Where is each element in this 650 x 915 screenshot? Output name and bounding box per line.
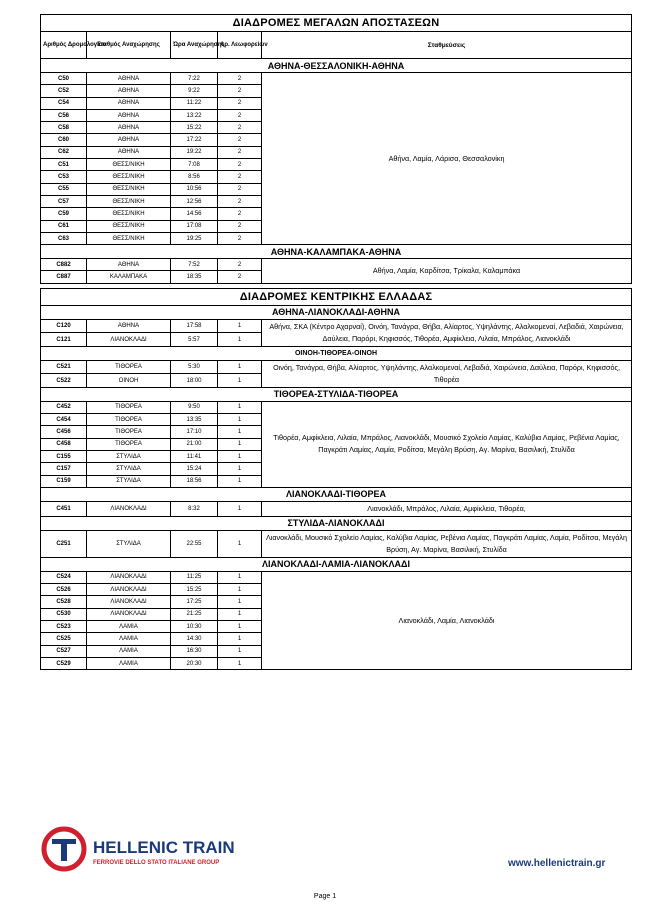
bus-count: 2 xyxy=(218,97,262,109)
route-code: C525 xyxy=(41,633,87,645)
main-title-row xyxy=(41,288,632,305)
timetable-row xyxy=(41,401,632,413)
bus-count: 1 xyxy=(218,414,262,426)
route-code: C56 xyxy=(41,109,87,121)
bus-count: 1 xyxy=(218,319,262,333)
section-title: ΛΙΑΝΟΚΛΑΔΙ-ΛΑΜΙΑ-ΛΙΑΝΟΚΛΑΔΙ xyxy=(41,557,632,571)
departure-station: ΣΤΥΛΙΔΑ xyxy=(87,475,171,487)
departure-time: 14:30 xyxy=(171,633,218,645)
bus-count: 2 xyxy=(218,85,262,97)
departure-time: 7:08 xyxy=(171,159,218,171)
route-code: C521 xyxy=(41,360,87,374)
timetable-row xyxy=(41,319,632,333)
section-group-title: ΔΙΑΔΡΟΜΕΣ ΚΕΝΤΡΙΚΗΣ ΕΛΛΑΔΑΣ xyxy=(41,288,632,305)
bus-count: 1 xyxy=(218,475,262,487)
route-code: C62 xyxy=(41,146,87,158)
route-code: C523 xyxy=(41,621,87,633)
route-code: C251 xyxy=(41,530,87,557)
bus-count: 2 xyxy=(218,171,262,183)
departure-station: ΛΙΑΝΟΚΛΑΔΙ xyxy=(87,501,171,516)
departure-time: 11:25 xyxy=(171,571,218,583)
route-code: C59 xyxy=(41,208,87,220)
departure-time: 13:35 xyxy=(171,414,218,426)
route-code: C882 xyxy=(41,259,87,271)
departure-time: 20:30 xyxy=(171,657,218,669)
bus-count: 1 xyxy=(218,584,262,596)
departure-time: 13:22 xyxy=(171,109,218,121)
departure-station: ΑΘΗΝΑ xyxy=(87,97,171,109)
departure-station: ΛΑΜΙΑ xyxy=(87,657,171,669)
timetable-row xyxy=(41,259,632,271)
bus-count: 1 xyxy=(218,621,262,633)
route-code: C57 xyxy=(41,195,87,207)
departure-station: ΑΘΗΝΑ xyxy=(87,146,171,158)
departure-time: 19:22 xyxy=(171,146,218,158)
route-code: C452 xyxy=(41,401,87,413)
timetable-row xyxy=(41,73,632,85)
departure-station: ΑΘΗΝΑ xyxy=(87,122,171,134)
col-header-route: Αριθμός Δρομολογίου xyxy=(41,32,87,59)
departure-time: 14:56 xyxy=(171,208,218,220)
bus-count: 2 xyxy=(218,73,262,85)
route-code: C157 xyxy=(41,463,87,475)
route-code: C53 xyxy=(41,171,87,183)
bus-count: 1 xyxy=(218,333,262,347)
timetable-row xyxy=(41,571,632,583)
section-title: ΣΤΥΛΙΔΑ-ΛΙΑΝΟΚΛΑΔΙ xyxy=(41,516,632,530)
column-header-row xyxy=(41,32,632,59)
route-code: C451 xyxy=(41,501,87,516)
departure-station: ΛΙΑΝΟΚΛΑΔΙ xyxy=(87,584,171,596)
bus-count: 2 xyxy=(218,195,262,207)
section-title: ΛΙΑΝΟΚΛΑΔΙ-ΤΙΘΟΡΕΑ xyxy=(41,487,632,501)
route-code: C529 xyxy=(41,657,87,669)
route-code: C887 xyxy=(41,271,87,283)
col-header-stations: Σταθμεύσεις xyxy=(262,32,632,59)
departure-time: 10:56 xyxy=(171,183,218,195)
bus-count: 1 xyxy=(218,608,262,620)
departure-station: ΛΙΑΝΟΚΛΑΔΙ xyxy=(87,571,171,583)
route-code: C52 xyxy=(41,85,87,97)
departure-time: 8:32 xyxy=(171,501,218,516)
bus-count: 2 xyxy=(218,259,262,271)
timetable-row xyxy=(41,530,632,557)
departure-station: ΘΕΣΣ/ΝΙΚΗ xyxy=(87,208,171,220)
route-code: C51 xyxy=(41,159,87,171)
route-code: C55 xyxy=(41,183,87,195)
departure-station: ΤΙΘΟΡΕΑ xyxy=(87,426,171,438)
hellenic-train-logo-icon xyxy=(41,826,261,872)
departure-station: ΟΙΝΟΗ xyxy=(87,374,171,388)
route-code: C527 xyxy=(41,645,87,657)
bus-count: 2 xyxy=(218,208,262,220)
bus-count: 1 xyxy=(218,645,262,657)
route-code: C120 xyxy=(41,319,87,333)
section-title: ΑΘΗΝΑ-ΚΑΛΑΜΠΑΚΑ-ΑΘΗΝΑ xyxy=(41,245,632,259)
stations-list: Οινόη, Τανάγρα, Θήβα, Αλίαρτος, Υψηλάντης, Αλαλκομεναί, Λεβαδιά, Χαιρώνεια, Δαύλεια, Παρόρι, Κηφισσός, Τιθορέα xyxy=(262,360,632,387)
route-code: C54 xyxy=(41,97,87,109)
bus-count: 1 xyxy=(218,401,262,413)
departure-time: 11:22 xyxy=(171,97,218,109)
section-title-row xyxy=(41,516,632,530)
bus-count: 1 xyxy=(218,571,262,583)
departure-time: 18:35 xyxy=(171,271,218,283)
departure-time: 21:00 xyxy=(171,438,218,450)
route-code: C530 xyxy=(41,608,87,620)
bus-count: 2 xyxy=(218,220,262,232)
departure-station: ΛΙΑΝΟΚΛΑΔΙ xyxy=(87,596,171,608)
page-number: Page 1 xyxy=(313,893,337,900)
bus-count: 2 xyxy=(218,146,262,158)
timetable-row xyxy=(41,360,632,374)
departure-time: 11:41 xyxy=(171,450,218,462)
departure-station: ΤΙΘΟΡΕΑ xyxy=(87,360,171,374)
section-title-row xyxy=(41,346,632,360)
departure-time: 9:50 xyxy=(171,401,218,413)
bus-count: 1 xyxy=(218,596,262,608)
page-title-row xyxy=(41,15,632,32)
bus-count: 2 xyxy=(218,122,262,134)
section-title-row xyxy=(41,59,632,73)
departure-time: 17:10 xyxy=(171,426,218,438)
bus-count: 1 xyxy=(218,450,262,462)
bus-count: 1 xyxy=(218,374,262,388)
departure-time: 7:22 xyxy=(171,73,218,85)
departure-time: 5:57 xyxy=(171,333,218,347)
timetable xyxy=(40,14,632,670)
departure-time: 15:22 xyxy=(171,122,218,134)
departure-station: ΣΤΥΛΙΔΑ xyxy=(87,450,171,462)
departure-time: 15:24 xyxy=(171,463,218,475)
departure-time: 9:22 xyxy=(171,85,218,97)
section-title-row xyxy=(41,557,632,571)
route-code: C50 xyxy=(41,73,87,85)
section-title: ΑΘΗΝΑ-ΛΙΑΝΟΚΛΑΔΙ-ΑΘΗΝΑ xyxy=(41,305,632,319)
col-header-buses: Αρ. Λεωφορείων xyxy=(218,32,262,59)
departure-time: 19:25 xyxy=(171,232,218,244)
bus-count: 2 xyxy=(218,232,262,244)
route-code: C155 xyxy=(41,450,87,462)
departure-time: 7:52 xyxy=(171,259,218,271)
departure-time: 18:56 xyxy=(171,475,218,487)
route-code: C524 xyxy=(41,571,87,583)
stations-list: Λιανοκλάδι, Λαμία, Λιανοκλάδι xyxy=(262,571,632,669)
bus-count: 1 xyxy=(218,657,262,669)
departure-time: 16:30 xyxy=(171,645,218,657)
departure-station: ΛΑΜΙΑ xyxy=(87,633,171,645)
bus-count: 2 xyxy=(218,159,262,171)
departure-station: ΑΘΗΝΑ xyxy=(87,319,171,333)
bus-count: 1 xyxy=(218,530,262,557)
route-code: C159 xyxy=(41,475,87,487)
departure-time: 17:22 xyxy=(171,134,218,146)
departure-station: ΑΘΗΝΑ xyxy=(87,85,171,97)
section-title: ΑΘΗΝΑ-ΘΕΣΣΑΛΟΝΙΚΗ-ΑΘΗΝΑ xyxy=(41,59,632,73)
page-title: ΔΙΑΔΡΟΜΕΣ ΜΕΓΑΛΩΝ ΑΠΟΣΤΑΣΕΩΝ xyxy=(41,15,632,32)
bus-count: 1 xyxy=(218,463,262,475)
stations-list: Λιανοκλάδι, Μουσικό Σχολείο Λαμίας, Καλύβια Λαμίας, Ρεβένια Λαμίας, Παγκράτι Λαμίας, Λαμία, Ροδίτσα, Μεγάλη Βρύση, Αγ. Μαρίνα, Βασιλική, Στυλίδα xyxy=(262,530,632,557)
departure-time: 12:56 xyxy=(171,195,218,207)
timetable-body xyxy=(41,15,632,670)
bus-count: 2 xyxy=(218,134,262,146)
route-code: C61 xyxy=(41,220,87,232)
website-link[interactable]: www.hellenictrain.gr xyxy=(508,858,606,869)
bus-count: 2 xyxy=(218,271,262,283)
bus-count: 1 xyxy=(218,360,262,374)
bus-count: 1 xyxy=(218,633,262,645)
departure-station: ΣΤΥΛΙΔΑ xyxy=(87,530,171,557)
bus-count: 1 xyxy=(218,438,262,450)
departure-time: 10:30 xyxy=(171,621,218,633)
logo-text: HELLENIC TRAIN xyxy=(93,838,235,857)
section-title-row xyxy=(41,305,632,319)
route-code: C121 xyxy=(41,333,87,347)
departure-station: ΛΙΑΝΟΚΛΑΔΙ xyxy=(87,608,171,620)
route-code: C454 xyxy=(41,414,87,426)
section-title-row xyxy=(41,487,632,501)
stations-list: Λιανοκλάδι, Μπράλος, Λιλαία, Αμφίκλεια, Τιθορέα, xyxy=(262,501,632,516)
route-code: C528 xyxy=(41,596,87,608)
route-code: C60 xyxy=(41,134,87,146)
departure-station: ΘΕΣΣ/ΝΙΚΗ xyxy=(87,220,171,232)
departure-station: ΑΘΗΝΑ xyxy=(87,259,171,271)
stations-list: Αθήνα, Λαμία, Καρδίτσα, Τρίκαλα, Καλαμπάκα xyxy=(262,259,632,284)
departure-station: ΤΙΘΟΡΕΑ xyxy=(87,414,171,426)
section-title-row xyxy=(41,387,632,401)
timetable-row xyxy=(41,501,632,516)
departure-station: ΑΘΗΝΑ xyxy=(87,109,171,121)
stations-list: Τιθορέα, Αμφίκλεια, Λιλαία, Μπράλος, Λιανοκλάδι, Μουσικό Σχολείο Λαμίας, Καλύβια Λαμίας, Ρεβένια Λαμίας, Παγκράτι Λαμίας, Λαμία, Ροδίτσα, Μεγάλη Βρύση, Αγ. Μαρίνα, Βασιλική, Στυλίδα xyxy=(262,401,632,487)
departure-station: ΑΘΗΝΑ xyxy=(87,134,171,146)
route-code: C526 xyxy=(41,584,87,596)
departure-station: ΛΑΜΙΑ xyxy=(87,645,171,657)
route-code: C522 xyxy=(41,374,87,388)
departure-station: ΤΙΘΟΡΕΑ xyxy=(87,438,171,450)
bus-count: 1 xyxy=(218,426,262,438)
bus-count: 2 xyxy=(218,109,262,121)
bus-count: 2 xyxy=(218,183,262,195)
route-code: C63 xyxy=(41,232,87,244)
departure-station: ΤΙΘΟΡΕΑ xyxy=(87,401,171,413)
section-title-row xyxy=(41,245,632,259)
logo-subtitle: FERROVIE DELLO STATO ITALIANE GROUP xyxy=(93,860,220,866)
stations-list: Αθήνα, Λαμία, Λάρισα, Θεσσαλονίκη xyxy=(262,73,632,245)
departure-station: ΘΕΣΣ/ΝΙΚΗ xyxy=(87,171,171,183)
stations-list: Αθήνα, ΣΚΑ (Κέντρο Αχαρναί), Οινόη, Τανάγρα, Θήβα, Αλίαρτος, Υψηλάντης, Αλαλκομεναί, Λεβαδιά, Χαιρώνεια, Δαύλεια, Παρόρι, Κηφισσός, Τιθορέα, Αμφίκλεια, Λιλαία, Μπράλος, Λιανοκλάδι xyxy=(262,319,632,346)
route-code: C58 xyxy=(41,122,87,134)
departure-time: 15:25 xyxy=(171,584,218,596)
departure-station: ΛΑΜΙΑ xyxy=(87,621,171,633)
departure-time: 5:30 xyxy=(171,360,218,374)
col-header-departure-station: Σταθμός Αναχώρησης xyxy=(87,32,171,59)
departure-station: ΘΕΣΣ/ΝΙΚΗ xyxy=(87,159,171,171)
section-title: ΤΙΘΟΡΕΑ-ΣΤΥΛΙΔΑ-ΤΙΘΟΡΕΑ xyxy=(41,387,632,401)
departure-station: ΘΕΣΣ/ΝΙΚΗ xyxy=(87,232,171,244)
departure-time: 21:25 xyxy=(171,608,218,620)
departure-station: ΛΙΑΝΟΚΛΑΔΙ xyxy=(87,333,171,347)
departure-station: ΚΑΛΑΜΠΑΚΑ xyxy=(87,271,171,283)
section-title: ΟΙΝΟΗ-ΤΙΘΟΡΕΑ-ΟΙΝΟΗ xyxy=(41,346,632,360)
departure-time: 8:56 xyxy=(171,171,218,183)
departure-time: 17:25 xyxy=(171,596,218,608)
departure-time: 17:58 xyxy=(171,319,218,333)
col-header-departure-time: Ώρα Αναχώρησης xyxy=(171,32,218,59)
departure-station: ΘΕΣΣ/ΝΙΚΗ xyxy=(87,183,171,195)
departure-station: ΘΕΣΣ/ΝΙΚΗ xyxy=(87,195,171,207)
departure-time: 22:55 xyxy=(171,530,218,557)
bus-count: 1 xyxy=(218,501,262,516)
departure-time: 17:08 xyxy=(171,220,218,232)
departure-station: ΣΤΥΛΙΔΑ xyxy=(87,463,171,475)
route-code: C456 xyxy=(41,426,87,438)
departure-station: ΑΘΗΝΑ xyxy=(87,73,171,85)
route-code: C458 xyxy=(41,438,87,450)
departure-time: 18:00 xyxy=(171,374,218,388)
